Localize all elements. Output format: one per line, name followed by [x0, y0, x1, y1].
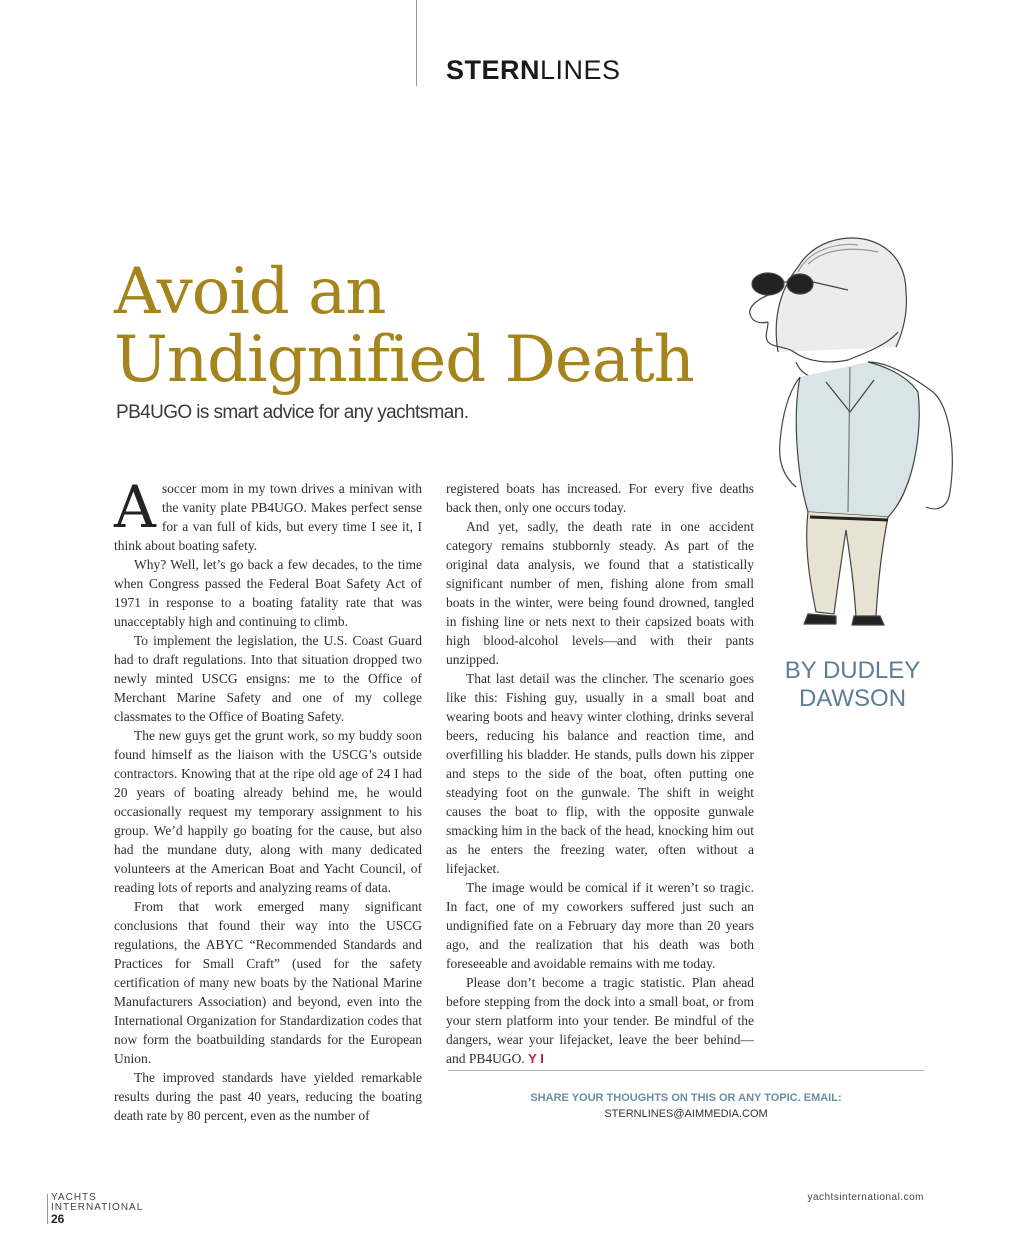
paragraph-last	[446, 973, 754, 1068]
paragraph-text: Please don’t become a tragic statistic. Plan ahead before stepping from the dock into a small boat, or from your stern platform into your tender. Be mindful of the dangers, wear your lifejacket, leave the beer behind—and PB4UGO.	[446, 975, 754, 1066]
title-line-1: Avoid an	[114, 255, 386, 329]
drop-cap: A	[114, 473, 156, 541]
footer-brand	[51, 1193, 143, 1213]
section-header-bold: STERN	[446, 55, 541, 85]
byline-line-1: BY DUDLEY	[784, 657, 921, 684]
paragraph: The image would be comical if it weren’t so tragic. In fact, one of my coworkers suffered just such an undignified fate on a February day more than 20 years ago, and the realization that his death was both foreseeable and avoidable remains with me today.	[446, 880, 754, 971]
article-title	[114, 255, 694, 397]
paragraph: registered boats has increased. For every five deaths back then, only one occurs today.	[446, 481, 754, 515]
article-column-1	[114, 473, 422, 1125]
paragraph: That last detail was the clincher. The scenario goes like this: Fishing guy, usually in a small boat and wearing boots and heavy winter clothing, drinks several beers, reducing his balance and reaction time, and overfilling his bladder. He stands, pulls down his zipper and steps to the side of the boat, often putting one steadying foot on the gunwale. The shift in weight causes the boat to flip, with the opposite gunwale smacking him in the back of the head, knocking him out as he enters the freezing water, often without a lifejacket.	[446, 671, 754, 876]
byline	[770, 657, 935, 713]
byline-line-2: DAWSON	[798, 685, 907, 712]
article-column-2	[446, 479, 754, 1068]
end-mark-logo: Y I	[528, 1051, 544, 1066]
article-deck: PB4UGO is smart advice for any yachtsman.	[116, 402, 469, 423]
footer-divider	[47, 1194, 48, 1224]
author-caricature-illustration	[738, 212, 958, 644]
paragraph: To implement the legislation, the U.S. Coast Guard had to draft regulations. Into that situation dropped two newly minted USCG ensigns: me to the Office of Merchant Marine Safety and one of my college classmates to the Office of Boating Safety.	[114, 633, 422, 724]
footer-brand-line-1: YACHTS	[51, 1192, 97, 1203]
paragraph: The new guys get the grunt work, so my buddy soon found himself as the liaison with the USCG’s outside contractors. Knowing that at the ripe old age of 24 I had 20 years of boating already behind me, he would occasionally request my temporary assignment to his group. We’d happily go boating for the cause, but also had the mundane duty, along with many dedicated volunteers at the American Boat and Yacht Council, of reading lots of reports and analyzing reams of data.	[114, 728, 422, 895]
page-number: 26	[51, 1212, 65, 1226]
share-prompt: SHARE YOUR THOUGHTS ON THIS OR ANY TOPIC. EMAIL:	[530, 1092, 842, 1104]
header-divider	[416, 0, 417, 86]
section-header-light: LINES	[540, 55, 621, 85]
title-line-2: Undignified Death	[114, 323, 694, 397]
share-divider	[448, 1070, 924, 1071]
paragraph	[114, 473, 422, 555]
share-email-link[interactable]: STERNLINES@AIMMEDIA.COM	[604, 1108, 768, 1120]
section-header	[446, 55, 621, 86]
paragraph: And yet, sadly, the death rate in one accident category remains stubbornly steady. As part of the original data analysis, we found that a statistically significant number of men, fishing alone from small boats in the winter, were being found drowned, tangled in fishing line or nets next to their capsized boats with high blood-alcohol levels—and with their pants unzipped.	[446, 519, 754, 667]
paragraph: The improved standards have yielded remarkable results during the past 40 years, reducing the boating death rate by 80 percent, even as the number of	[114, 1070, 422, 1123]
footer-brand-line-2: INTERNATIONAL	[51, 1202, 144, 1213]
footer-url-link[interactable]: yachtsinternational.com	[807, 1192, 924, 1203]
paragraph: Why? Well, let’s go back a few decades, to the time when Congress passed the Federal Boat Safety Act of 1971 in response to a boating fatality rate that was unacceptably high and continuing to climb.	[114, 557, 422, 629]
paragraph-text: soccer mom in my town drives a minivan with the vanity plate PB4UGO. Makes perfect sense for a van full of kids, but every time I see it, I think about boating safety.	[114, 481, 422, 553]
paragraph: From that work emerged many significant conclusions that found their way into the USCG regulations, the ABYC “Recommended Standards and Practices for Small Craft” (used for the safety certification of many new boats by the National Marine Manufacturers Association) and beyond, even into the International Organization for Standardization codes that now form the boatbuilding standards for the European Union.	[114, 899, 422, 1066]
share-callout	[448, 1090, 924, 1122]
